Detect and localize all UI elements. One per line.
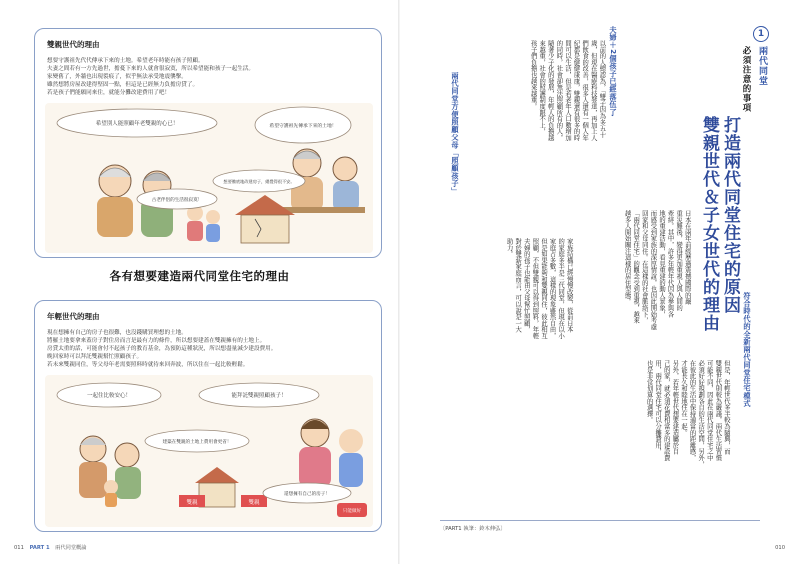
sign-text: 只能做好 xyxy=(342,509,362,514)
parents-line: 想要守護祖先代代傳承下來的土地。希望老年時能有孩子照顧。 xyxy=(47,58,204,64)
sign-text: 雙親 xyxy=(248,500,260,506)
chapter-label: 兩代同堂 xyxy=(757,46,767,86)
text-column: 的家庭多半是三代同堂，但現在以小 xyxy=(557,238,565,339)
text-column: 以前的人總認為，「雙子因為多五十 xyxy=(598,40,606,138)
section2-text xyxy=(504,238,573,413)
text-column: 用，兩代同堂住宅可以分攤費用， xyxy=(654,360,662,455)
text-column: 才能長久和睦地住在一起。 xyxy=(679,360,687,436)
parents-reason-box xyxy=(34,28,382,258)
section3-text xyxy=(644,360,730,510)
bubble-text: 希望別人能照顧年老雙親的心已！ xyxy=(95,121,179,127)
parents-line: 若是孩子們能願同來住，就能分攤改建費用了吧！ xyxy=(47,90,171,96)
right-page xyxy=(400,0,799,564)
parents-line: 家變舊了，外牆也出現裂痕了，似乎無法承受地震襲擊。 xyxy=(47,74,187,80)
text-column: 歲，但現在醫療科技發達，再加上人 xyxy=(589,40,597,141)
text-column: 而感受到家族的深厚情誼，也因此開始考慮 xyxy=(649,210,657,330)
text-column: 間可以生活，但是若老年人口數增加 xyxy=(563,40,571,141)
text-column: 重災難後，變得更加重視人與人間的 xyxy=(675,210,683,311)
bubble-text: 建築在雙親的土地上費用會更省！ xyxy=(162,440,232,445)
text-column: 來越重，社會的照護制度跟不上， xyxy=(538,40,546,135)
footer-part: PART 1 xyxy=(29,545,50,551)
young-box-title: 年輕世代的理由 xyxy=(47,312,100,321)
page-number: 010 xyxy=(775,545,785,551)
bubble-text: 希望守護祖先傳承下來的土地！ xyxy=(269,124,337,129)
text-column: 但是，年輕世代多半較為隨興，而 xyxy=(722,360,730,455)
text-column: 地的重建活動，看見重建的動人景象， xyxy=(657,210,665,318)
bubble-text: 能拜託雙親照顧孩子！ xyxy=(231,393,287,399)
young-illustration xyxy=(45,375,373,527)
text-column: 也是非常划算的選擇。 xyxy=(645,360,653,423)
text-column: 在彼此的生活中保持適當的距離感， xyxy=(688,360,696,461)
text-column: 家族結構已經慢慢改變，從前日本 xyxy=(565,238,573,333)
text-column: 但是如果能夠和雙親同住，彼此相互 xyxy=(539,238,547,339)
text-column: 的同時，社會卻無法照顧所有的人， xyxy=(555,40,563,141)
text-column: 必須好好規劃各自的生活空間，另外， xyxy=(697,360,705,468)
author-credit: 〔PART1 執筆：鈴木伸弘〕 xyxy=(440,526,506,532)
young-line: 房貸太重的話，可能會付不起孩子的教育基金，為預防這種狀況，所以想盡量減少建設費用。 xyxy=(47,346,277,352)
bubble-text: 還想擁有自己的房子！ xyxy=(284,492,330,497)
section2-heading: 兩代同堂方便照顧父母「照顧孩子」 xyxy=(451,72,460,196)
young-line: 現在想擁有自己的房子也很難，也沒錢購買理想的土地。 xyxy=(47,330,187,336)
section3-heading: 符合時代的全新兩代同堂住宅模式 xyxy=(743,292,752,408)
text-column: 牽絆。其中，許多年輕年代因為參與各 xyxy=(666,210,674,318)
text-column: 紀都是健健康康，雙親還有很多的時 xyxy=(572,40,580,141)
page-number: 011 xyxy=(14,545,24,551)
center-heading: 各有想要建造兩代同堂住宅的理由 xyxy=(109,269,290,283)
right-footer xyxy=(775,545,785,551)
text-column: 「兩代同堂住宅」的觀念受到重視，越來 xyxy=(632,210,640,324)
parents-illustration-drawing xyxy=(45,103,373,253)
text-column: 們飲食的改善，很多人還有一個人年 xyxy=(581,40,589,141)
main-title-line: 雙親世代＆子女世代的理由 xyxy=(699,116,719,332)
text-column: 另外，若年輕世代想要建造屬於自 xyxy=(671,360,679,455)
divider-line xyxy=(440,520,760,521)
young-box-text xyxy=(47,329,367,369)
text-column: 夫婦的孩子也能由父母幫忙照顧， xyxy=(522,238,530,333)
footer-section: 兩代同堂概論 xyxy=(55,545,87,551)
sign-text: 雙親 xyxy=(186,500,198,506)
main-title-line: 打造兩代同堂住宅的原因 xyxy=(720,116,740,314)
text-column: 越多人開始關注這樣的居住型態。 xyxy=(623,210,631,305)
text-column: 照顧，不但雙親可以得到照料，年輕 xyxy=(531,238,539,339)
bubble-text: 一起住比較安心！ xyxy=(86,393,132,399)
chapter-number-circle: 1 xyxy=(753,26,769,42)
text-column: 回家和父母同住。在這樣的社會脈絡下， xyxy=(640,210,648,324)
attention-label: 必須注意的事項 xyxy=(741,46,751,113)
parents-line: 雖然想將房屋改建得堅固一點，但這是已經無力負擔房貸了。 xyxy=(47,82,199,88)
section1-heading: 夫婦＋2個孩子已經落伍了 xyxy=(609,26,618,117)
text-column: 己的家，就必須花費相當多的建設費 xyxy=(662,360,670,461)
text-column: 助力。 xyxy=(505,238,513,257)
text-column: 對於雙薪家庭而言，可以說是一大 xyxy=(514,238,522,333)
left-page xyxy=(0,0,399,564)
young-reason-box xyxy=(34,300,382,532)
text-column: 家庭占多數，這樣的現象雖然自由， xyxy=(548,238,556,339)
text-column: 可能不同，因此在兩代同堂住宅之中 xyxy=(705,360,713,461)
young-illustration-drawing xyxy=(45,375,373,527)
text-column: 孩子們負擔也越來越重。 xyxy=(529,40,537,110)
text-column: 日本在兩年前經歷過震撼國際的嚴 xyxy=(683,210,691,305)
parents-box-text xyxy=(47,57,367,97)
left-footer xyxy=(14,544,86,551)
section1-text xyxy=(528,40,605,190)
young-line: 若未來雙親同住，等父母年老需要照料時就待來回奔波，所以住在一起比較輕鬆。 xyxy=(47,362,249,368)
text-column: 雙親世代則較為嚴謹，兩代生活習慣 xyxy=(714,360,722,461)
young-line: 將羅土地要拿來蓋房子對住房而言是最有力的條件，所以想要建蓋在雙親擁有的土地上。 xyxy=(47,338,266,344)
text-column: 隨著少子化的發展，年輕人的負擔越 xyxy=(546,40,554,141)
parents-line: 夫妻之間若有一方先過世，擔憂下來的人就會很寂寞，所以希望能和孩子一起生活。 xyxy=(47,66,254,72)
parents-box-title: 雙親世代的理由 xyxy=(47,40,100,49)
bubble-text: 想要徹底地改建房子，總覺得很不安。 xyxy=(223,179,295,184)
young-line: 晚回家時可以拜託雙親幫忙照顧孩子。 xyxy=(47,354,143,360)
parents-illustration xyxy=(45,103,373,253)
bubble-text: 古老伴侶的生活很寂寞！ xyxy=(151,198,203,203)
